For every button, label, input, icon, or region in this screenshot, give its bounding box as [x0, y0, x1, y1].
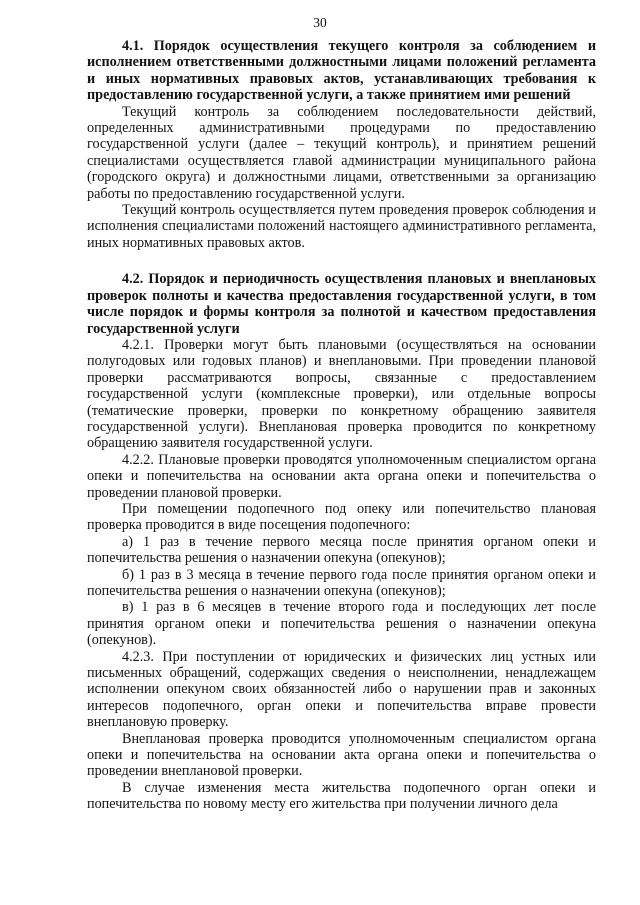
paragraph-residence-change: В случае изменения места жительства подопечного орган опеки и попечительства по новому месту его жительства при получении личного дела — [87, 779, 596, 813]
section-heading-4-2: 4.2. Порядок и периодичность осуществления плановых и внеплановых проверок полноты и качества предоставления государственной услуги, в том числе порядок и формы контроля за полнотой и качеством предоставления государственной услуги — [87, 271, 596, 337]
list-item-a: а) 1 раз в течение первого месяца после принятия органом опеки и попечительства решения о назначении опекуна (опекунов); — [87, 533, 596, 567]
paragraph-current-control-checks: Текущий контроль осуществляется путем проведения проверок соблюдения и исполнения специалистами положений настоящего административного регламента, иных нормативных правовых актов. — [87, 202, 596, 251]
section-heading-4-1: 4.1. Порядок осуществления текущего контроля за соблюдением и исполнением ответственными должностными лицами положений регламента и иных нормативных правовых актов, устанавливающих требования к предоставлению государственной услуги, а также принятием ими решений — [87, 38, 596, 104]
list-item-b: б) 1 раз в 3 месяца в течение первого года после принятия органом опеки и попечительства решения о назначении опекуна (опекунов); — [87, 566, 596, 599]
paragraph-4-2-2: 4.2.2. Плановые проверки проводятся уполномоченным специалистом органа опеки и попечительства на основании акта органа опеки и попечительства о проведении плановой проверки. — [87, 451, 596, 501]
page-number: 30 — [313, 15, 327, 30]
paragraph-current-control: Текущий контроль за соблюдением последовательности действий, определенных административными процедурами по предоставлению государственной услуги (далее – текущий контроль), и принятием решений специалистами осуществляется главой администрации муниципального района (городского округа) и должностными лицами, ответственными за организацию работы по предоставлению государственной услуги. — [87, 103, 596, 202]
document-body — [87, 38, 596, 813]
paragraph-unscheduled-check: Внеплановая проверка проводится уполномоченным специалистом органа опеки и попечительства на основании акта органа опеки и попечительства о проведении внеплановой проверки. — [87, 730, 596, 780]
paragraph-4-2-3: 4.2.3. При поступлении от юридических и физических лиц устных или письменных обращений, содержащих сведения о неисполнении, ненадлежащем исполнении опекуном своих обязанностей либо о нарушении прав и законных интересов подопечного, орган опеки и попечительства вправе провести внеплановую проверку. — [87, 648, 596, 731]
paragraph-guardianship-check: При помещении подопечного под опеку или попечительство плановая проверка проводится в виде посещения подопечного: — [87, 500, 596, 534]
section-spacer — [87, 251, 596, 271]
list-item-c: в) 1 раз в 6 месяцев в течение второго года и последующих лет после принятия органом опеки и попечительства решения о назначении опекуна (опекунов). — [87, 599, 596, 649]
paragraph-4-2-1: 4.2.1. Проверки могут быть плановыми (осуществляться на основании полугодовых или годовых планов) и внеплановыми. При проведении плановой проверки рассматриваются вопросы, связанные с предоставлением государственной услуги (комплексные проверки), или отдельные вопросы (тематические проверки, проверки по конкретному обращению заявителя государственной услуги). Внеплановая проверка проводится по конкретному обращению заявителя государственной услуги. — [87, 336, 596, 452]
